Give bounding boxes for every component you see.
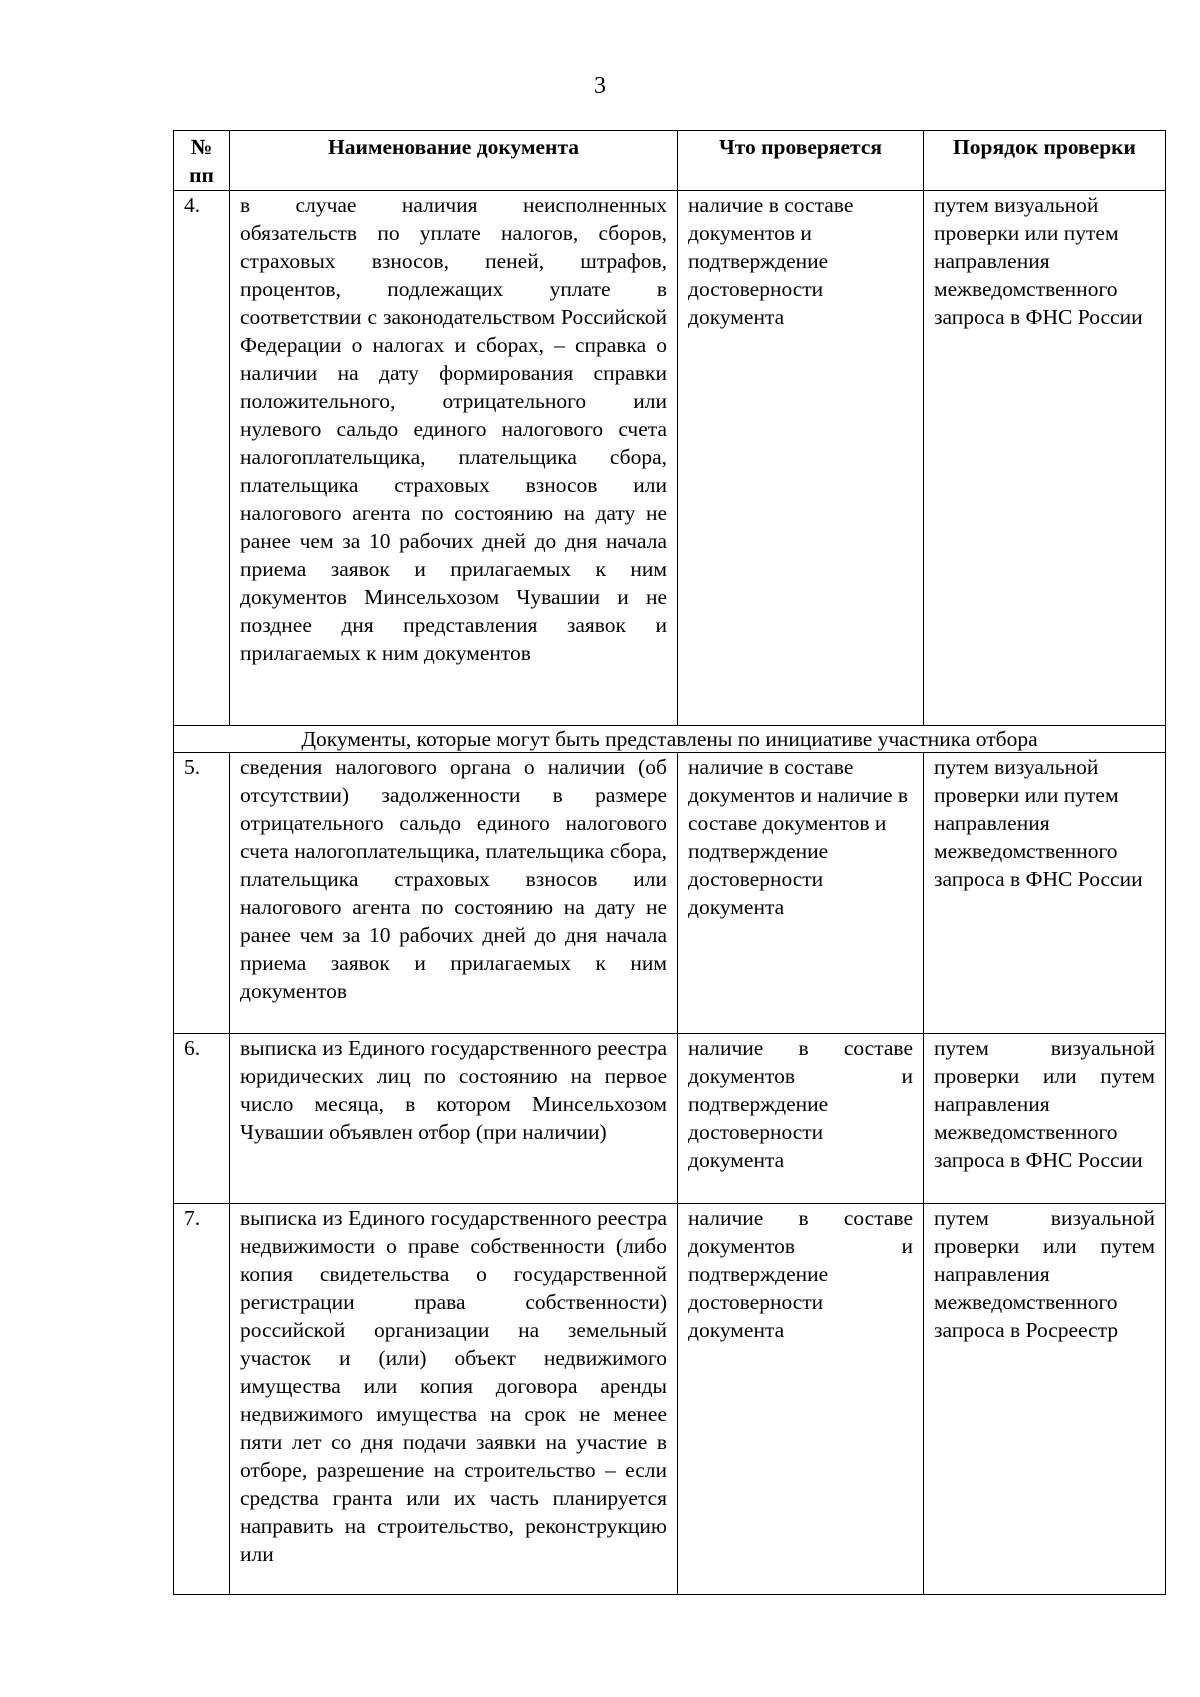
row-number: 7. — [174, 1204, 230, 1595]
row-check-procedure: путем визуальной проверки или путем направления межведомственного запроса в ФНС России — [924, 1034, 1166, 1204]
row-what-checked: наличие в составе документов и подтверждение достоверности документа — [678, 1204, 924, 1595]
row-document-name: сведения налогового органа о наличии (об отсутствии) задолженности в размере отрицательного сальдо единого налогового счета налогоплательщика, плательщика сбора, плательщика страховых взносов или налогового агента по состоянию на дату не ранее чем за 10 рабочих дней до дня начала приема заявок и прилагаемых к ним документов — [230, 753, 678, 1034]
row-check-procedure: путем визуальной проверки или путем направления межведомственного запроса в ФНС России — [924, 753, 1166, 1034]
row-what-checked: наличие в составе документов и наличие в составе документов и подтверждение достоверности документа — [678, 753, 924, 1034]
row-what-checked: наличие в составе документов и подтверждение достоверности документа — [678, 191, 924, 726]
header-document-name: Наименование документа — [230, 131, 678, 191]
row-what-checked: наличие в составе документов и подтверждение достоверности документа — [678, 1034, 924, 1204]
row-check-procedure: путем визуальной проверки или путем направления межведомственного запроса в ФНС России — [924, 191, 1166, 726]
header-what-checked: Что проверяется — [678, 131, 924, 191]
header-check-procedure: Порядок проверки — [924, 131, 1166, 191]
row-document-name: выписка из Единого государственного реестра юридических лиц по состоянию на первое число месяца, в котором Минсельхозом Чувашии объявлен отбор (при наличии) — [230, 1034, 678, 1204]
page-number: 3 — [594, 73, 606, 99]
row-check-procedure: путем визуальной проверки или путем направления межведомственного запроса в Росреестр — [924, 1204, 1166, 1595]
row-document-name: выписка из Единого государственного реестра недвижимости о праве собственности (либо копия свидетельства о государственной регистрации права собственности) российской организации на земельный участок и (или) объект недвижимого имущества или копия договора аренды недвижимого имущества на срок не менее пяти лет со дня подачи заявки на участие в отборе, разрешение на строительство – если средства гранта или их часть планируется направить на строительство, реконструкцию или — [230, 1204, 678, 1595]
row-document-name: в случае наличия неисполненных обязательств по уплате налогов, сборов, страховых взносов, пеней, штрафов, процентов, подлежащих уплате в соответствии с законодательством Российской Федерации о налогах и сборах, – справка о наличии на дату формирования справки положительного, отрицательного или нулевого сальдо единого налогового счета налогоплательщика, плательщика сбора, плательщика страховых взносов или налогового агента по состоянию на дату не ранее чем за 10 рабочих дней до дня начала приема заявок и прилагаемых к ним документов Минсельхозом Чувашии и не позднее дня представления заявок и прилагаемых к ним документов — [230, 191, 678, 726]
row-number: 4. — [174, 191, 230, 726]
table-row — [174, 1034, 1166, 1204]
row-number: 5. — [174, 753, 230, 1034]
header-number: № пп — [174, 131, 230, 191]
table-header-row — [174, 131, 1166, 191]
table-row — [174, 753, 1166, 1034]
table-row — [174, 1204, 1166, 1595]
row-number: 6. — [174, 1034, 230, 1204]
section-title: Документы, которые могут быть представлены по инициативе участника отбора — [174, 726, 1166, 753]
table-row — [174, 191, 1166, 726]
section-row — [174, 726, 1166, 753]
documents-table — [173, 130, 1166, 1595]
